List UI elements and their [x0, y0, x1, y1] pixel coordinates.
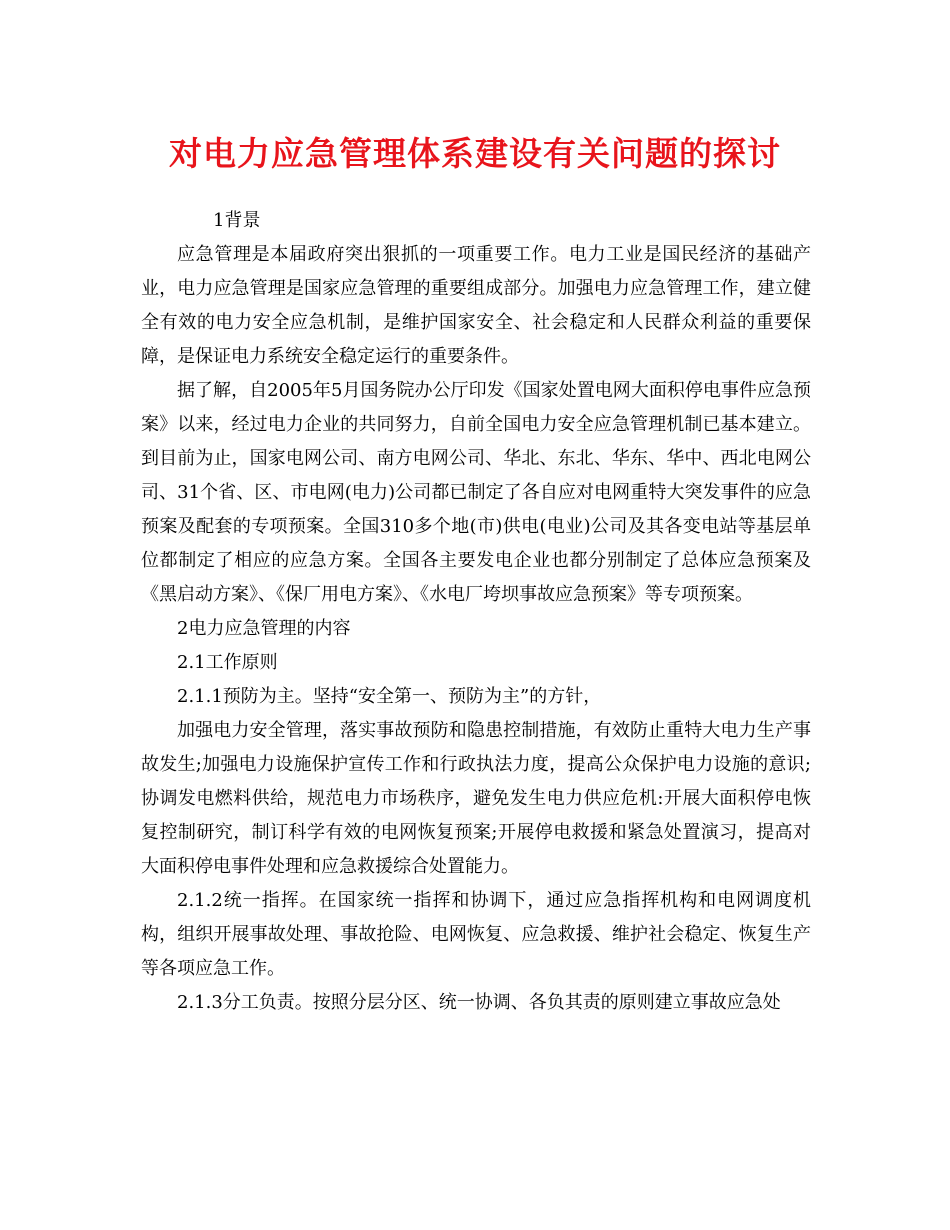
- subsection-heading-principles: 2.1工作原则: [177, 652, 278, 673]
- paragraph-division-of-labor: 2.1.3分工负责。按照分层分区、统一协调、各负其责的原则建立事故应急处: [177, 992, 781, 1013]
- paragraph-prevention-body: 加强电力安全管理，落实事故预防和隐患控制措施，有效防止重特大电力生产事故发生;加强电力设施保护宣传工作和行政执法力度，提高公众保护电力设施的意识;协调发电燃料供给，规范电力市场秩序，避免发生电力供应危机:开展大面积停电恢复控制研究，制订科学有效的电网恢复预案;开展停电救援和紧急处置演习，提高对大面积停电事件处理和应急救援综合处置能力。: [141, 720, 811, 877]
- document-body: [141, 204, 811, 1020]
- paragraph-unified-command: 2.1.2统一指挥。在国家统一指挥和协调下，通过应急指挥机构和电网调度机构，组织开展事故处理、事故抢险、电网恢复、应急救援、维护社会稳定、恢复生产等各项应急工作。: [141, 890, 811, 979]
- document-title: 对电力应急管理体系建设有关问题的探讨: [169, 134, 781, 173]
- section-heading-background: 1背景: [213, 210, 261, 231]
- section-heading-content: 2电力应急管理的内容: [177, 618, 351, 639]
- paragraph-history: 据了解，自2005年5月国务院办公厅印发《国家处置电网大面积停电事件应急预案》以来，经过电力企业的共同努力，自前全国电力安全应急管理机制已基本建立。到目前为止，国家电网公司、南方电网公司、华北、东北、华东、华中、西北电网公司、31个省、区、市电网(电力)公司都已制定了各自应对电网重特大突发事件的应急预案及配套的专项预案。全国310多个地(市)供电(电业)公司及其各变电站等基层单位都制定了相应的应急方案。全国各主要发电企业也都分别制定了总体应急预案及《黑启动方案》、《保厂用电方案》、《水电厂垮坝事故应急预案》等专项预案。: [141, 380, 811, 605]
- paragraph-prevention-title: 2.1.1预防为主。坚持“安全第一、预防为主”的方针，: [177, 686, 602, 707]
- paragraph-intro: 应急管理是本届政府突出狠抓的一项重要工作。电力工业是国民经济的基础产业，电力应急管理是国家应急管理的重要组成部分。加强电力应急管理工作，建立健全有效的电力安全应急机制，是维护国家安全、社会稳定和人民群众利益的重要保障，是保证电力系统安全稳定运行的重要条件。: [141, 244, 811, 367]
